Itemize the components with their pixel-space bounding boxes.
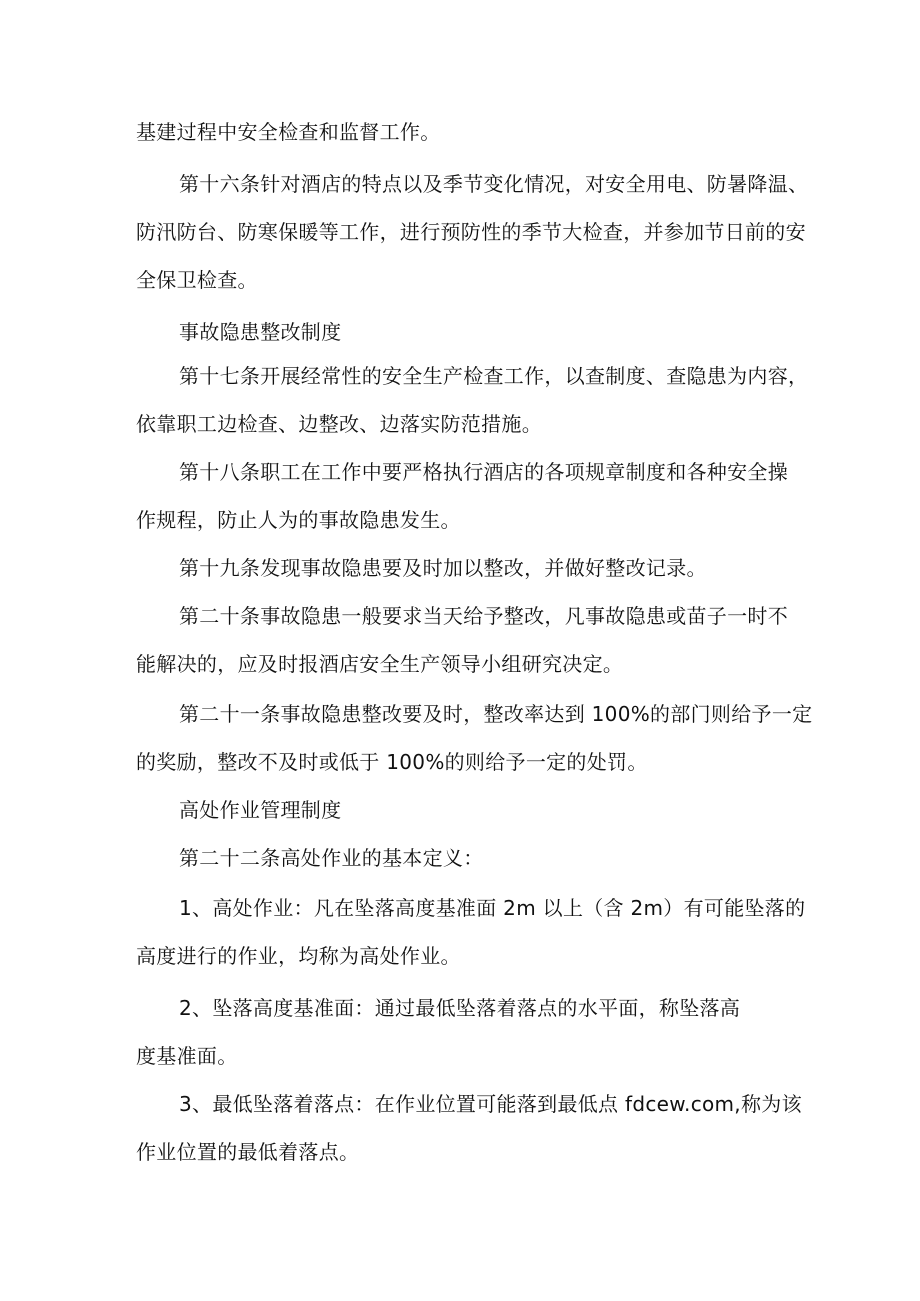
- text-line-3: 防汛防台、防寒保暖等工作，进行预防性的季节大检查，并参加节日前的安: [136, 220, 806, 244]
- text-line-20: 度基准面。: [136, 1044, 238, 1068]
- text-line-18: 高度进行的作业，均称为高处作业。: [136, 944, 461, 968]
- text-line-6: 第十七条开展经常性的安全生产检查工作，以查制度、查隐患为内容，: [179, 364, 809, 388]
- text-line-22: 作业位置的最低着落点。: [136, 1140, 360, 1164]
- text-line-12: 能解决的，应及时报酒店安全生产领导小组研究决定。: [136, 652, 624, 676]
- text-line-21: 3、最低坠落着落点：在作业位置可能落到最低点 fdcew.com,称为该: [179, 1092, 802, 1116]
- text-line-19: 2、坠落高度基准面：通过最低坠落着落点的水平面，称坠落高: [179, 996, 741, 1020]
- text-line-11: 第二十条事故隐患一般要求当天给予整改，凡事故隐患或苗子一时不: [179, 604, 788, 628]
- text-line-9: 作规程，防止人为的事故隐患发生。: [136, 508, 461, 532]
- text-line-4: 全保卫检查。: [136, 268, 258, 292]
- text-line-1: 基建过程中安全检查和监督工作。: [136, 120, 441, 144]
- text-line-17: 1、高处作业：凡在坠落高度基准面 2m 以上（含 2m）有可能坠落的: [179, 896, 806, 920]
- section-heading-work-at-height: 高处作业管理制度: [179, 798, 342, 822]
- text-line-2: 第十六条针对酒店的特点以及季节变化情况，对安全用电、防暑降温、: [179, 172, 809, 196]
- text-line-7: 依靠职工边检查、边整改、边落实防范措施。: [136, 412, 542, 436]
- text-line-8: 第十八条职工在工作中要严格执行酒店的各项规章制度和各种安全操: [179, 460, 788, 484]
- text-line-16: 第二十二条高处作业的基本定义：: [179, 846, 484, 870]
- section-heading-hazard-rectification: 事故隐患整改制度: [179, 320, 342, 344]
- text-line-10: 第十九条发现事故隐患要及时加以整改，并做好整改记录。: [179, 556, 707, 580]
- text-line-14: 的奖励，整改不及时或低于 100%的则给予一定的处罚。: [136, 750, 648, 774]
- text-line-13: 第二十一条事故隐患整改要及时，整改率达到 100%的部门则给予一定: [179, 702, 813, 726]
